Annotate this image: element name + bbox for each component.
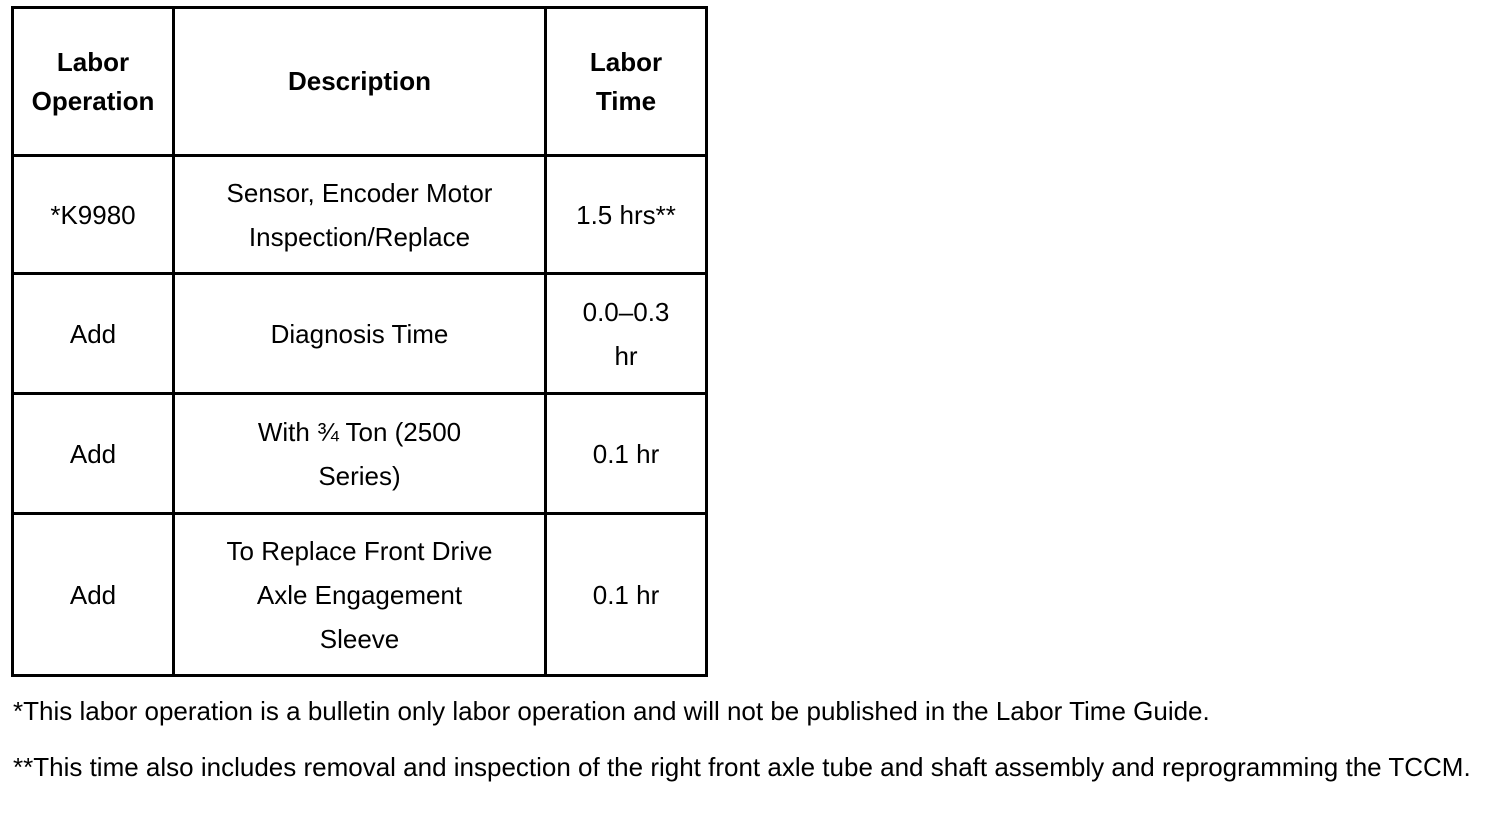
labor-operation-cell: *K9980 [13,156,174,274]
description-line: Series) [318,460,401,491]
description-cell [174,156,546,274]
footnote-bulletin-only: *This labor operation is a bulletin only labor operation and will not be published in the Labor Time Guide. [13,696,1210,726]
header-labor-time-line1: Labor [589,46,663,77]
header-labor-operation-line1: Labor [56,46,130,77]
table-row [13,156,707,274]
labor-time-line: hr [614,340,638,371]
labor-time-cell: 0.1 hr [546,514,707,676]
labor-operation-cell: Add [13,274,174,394]
description-line: Sleeve [319,623,400,654]
table-row [13,274,707,394]
table-row [13,514,707,676]
description-cell [174,394,546,514]
table-header-row [13,8,707,156]
description-line: Sensor, Encoder Motor [226,177,493,208]
header-labor-operation-line2: Operation [31,85,155,116]
header-labor-operation [13,8,174,156]
table-row [13,394,707,514]
description-line: Inspection/Replace [248,221,471,252]
header-description: Description [174,8,546,156]
labor-operation-cell: Add [13,514,174,676]
header-labor-time-line2: Time [595,85,657,116]
labor-time-line: 0.0–0.3 [582,296,670,327]
labor-time-table [11,6,708,677]
labor-time-cell [546,274,707,394]
description-cell: Diagnosis Time [174,274,546,394]
labor-operation-cell: Add [13,394,174,514]
description-cell [174,514,546,676]
description-line: To Replace Front Drive [226,535,493,566]
labor-time-cell: 1.5 hrs** [546,156,707,274]
footnote-time-includes: **This time also includes removal and inspection of the right front axle tube and shaft assembly and reprogramming the TCCM. [13,752,1471,782]
description-line: Axle Engagement [256,579,463,610]
header-labor-time [546,8,707,156]
description-line: With ¾ Ton (2500 [257,416,462,447]
labor-time-cell: 0.1 hr [546,394,707,514]
